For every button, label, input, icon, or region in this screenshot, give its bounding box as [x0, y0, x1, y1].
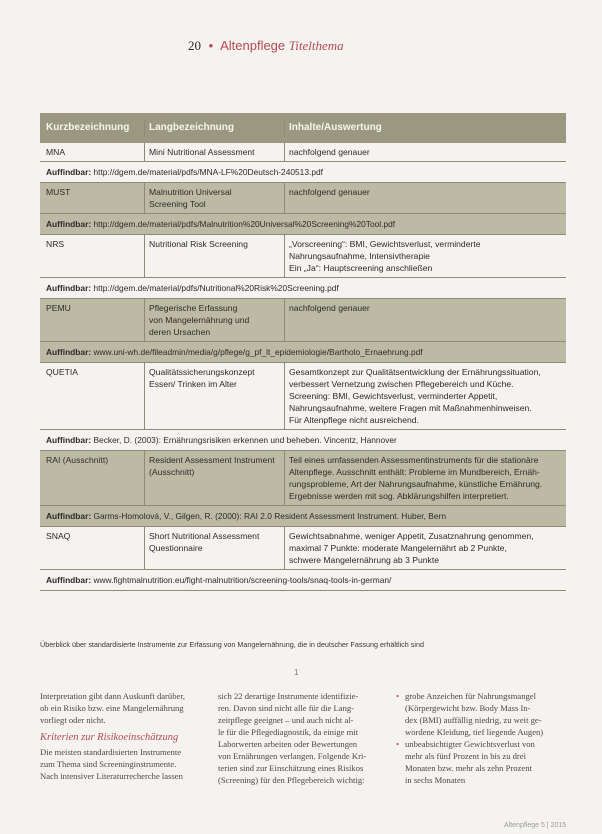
instrument-content [284, 451, 566, 505]
cell-line: Gesamtkonzept zur Qualitätsentwicklung der Ernährungssituation, [289, 367, 541, 377]
instrument-long-name [144, 363, 284, 429]
source-row [40, 569, 566, 591]
text-line: Monaten bzw. mehr als zehn Prozent [405, 763, 532, 773]
column-header: Kurzbezeichnung [46, 122, 130, 133]
source-text: Becker, D. (2003): Ernährungsrisiken erkennen und beheben. Vincentz, Hannover [93, 435, 397, 445]
cell-line: Für Altenpflege nicht ausreichend. [289, 415, 419, 425]
cell-line: Resident Assessment Instrument [149, 455, 275, 465]
cell-line: Ein „Ja“: Hauptscreening anschließen [289, 263, 433, 273]
cell-line: Nutritional Risk Screening [149, 239, 248, 249]
cell-text: PEMU [46, 303, 71, 313]
cell-line: Malnutrition Universal [149, 187, 232, 197]
text-line: in sechs Monaten [405, 775, 466, 785]
cell-text: SNAQ [46, 531, 71, 541]
text-line: Nach intensiver Literaturrecherche lassen [40, 771, 183, 781]
text-line: wordene Kleidung, tief liegende Augen) [405, 727, 544, 737]
instrument-short-name [40, 235, 144, 277]
cell-line: Essen/ Trinken im Alter [149, 379, 237, 389]
cell-line: Ergebnisse werden mit sog. Abklärungshilfen interpretiert. [289, 491, 509, 501]
cell-line: Mini Nutritional Assessment [149, 147, 255, 157]
cell-line: Qualitätssicherungskonzept [149, 367, 255, 377]
page-mark: 1 [294, 668, 299, 677]
topic-name: Titelthema [288, 38, 344, 53]
running-header [188, 38, 344, 54]
table-row [40, 527, 566, 569]
cell-line: „Vorscreening“: BMI, Gewichtsverlust, verminderte [289, 239, 481, 249]
source-row [40, 213, 566, 235]
cell-line: maximal 7 Punkte: moderate Mangelernährt ab 2 Punkte, [289, 543, 507, 553]
source-row [40, 161, 566, 183]
source-text: http://dgem.de/material/pdfs/Nutritional%20Risk%20Screening.pdf [93, 283, 339, 293]
instrument-long-name [144, 299, 284, 341]
text-line: Die meisten standardisierten Instrumente [40, 747, 182, 757]
section-heading: Kriterien zur Risikoeinschätzung [40, 732, 179, 743]
text-line: Laborwerten arbeiten oder Bewertungen [218, 739, 358, 749]
cell-line: verbessert Vernetzung zwischen Pflegebereich und Küche. [289, 379, 514, 389]
table-header-row [40, 113, 566, 143]
source-text: http://dgem.de/material/pdfs/MNA-LF%20Deutsch-240513.pdf [93, 167, 323, 177]
page-footer: Altenpflege 5 | 2015 [504, 822, 567, 829]
instrument-content [284, 143, 566, 161]
text-line: le für die Pflegediagnostik, da einige mit [218, 727, 359, 737]
instrument-short-name [40, 363, 144, 429]
table-row [40, 451, 566, 505]
cell-text: QUETIA [46, 367, 78, 377]
cell-line: Screening: BMI, Gewichtsverlust, verminderter Appetit, [289, 391, 498, 401]
instrument-short-name [40, 451, 144, 505]
source-label: Auffindbar: [46, 219, 92, 229]
cell-line: nachfolgend genauer [289, 187, 370, 197]
cell-line: (Ausschnitt) [149, 467, 195, 477]
text-line: (Screening) für den Pflegebereich wichtig: [218, 775, 365, 785]
text-line: von Ernährungen verlangen. Folgende Kri- [218, 751, 367, 761]
source-label: Auffindbar: [46, 511, 92, 521]
instrument-long-name [144, 235, 284, 277]
cell-line: Altenpflege. Ausschnitt enthält: Probleme im Mundbereich, Ernäh- [289, 467, 540, 477]
instrument-content [284, 235, 566, 277]
cell-line: deren Ursachen [149, 327, 211, 337]
table-row [40, 183, 566, 213]
header-separator: • [208, 38, 214, 53]
cell-line: Questionnaire [149, 543, 203, 553]
cell-line: rungsprobleme, Art der Nahrungsaufnahme, künstliche Ernährung. [289, 479, 543, 489]
text-line: ren. Davon sind nicht alle für die Lang- [218, 703, 355, 713]
cell-line: von Mangelernährung und [149, 315, 250, 325]
instrument-short-name [40, 183, 144, 213]
source-label: Auffindbar: [46, 167, 92, 177]
column-header: Langbezeichnung [144, 119, 284, 137]
section-name: Altenpflege [220, 38, 286, 53]
text-column-middle [218, 690, 378, 786]
cell-line: nachfolgend genauer [289, 147, 370, 157]
text-column-left [40, 690, 200, 782]
cell-text: MUST [46, 187, 71, 197]
source-label: Auffindbar: [46, 435, 92, 445]
table-row [40, 235, 566, 277]
cell-line: Screening Tool [149, 199, 206, 209]
source-label: Auffindbar: [46, 347, 92, 357]
cell-line: Nahrungsaufnahme, weitere Fragen mit Maßnahmenhinweisen. [289, 403, 532, 413]
instrument-short-name [40, 299, 144, 341]
cell-text: MNA [46, 147, 66, 157]
cell-text: RAI (Ausschnitt) [46, 455, 109, 465]
instruments-table [40, 113, 566, 591]
cell-line: Pflegerische Erfassung [149, 303, 238, 313]
source-text: www.fightmalnutrition.eu/fight-malnutrition/screening-tools/snaq-tools-in-german/ [93, 575, 392, 585]
source-row [40, 505, 566, 527]
cell-line: Nahrungsaufnahme, Intensivtherapie [289, 251, 430, 261]
table-row [40, 299, 566, 341]
instrument-long-name [144, 143, 284, 161]
cell-text: NRS [46, 239, 65, 249]
table-caption: Überblick über standardisierte Instrumente zur Erfassung von Mangelernährung, die in deutscher Fassung erhältlich sind [40, 640, 424, 649]
source-text: http://dgem.de/material/pdfs/Malnutrition%20Universal%20Screening%20Tool.pdf [93, 219, 396, 229]
text-line: ob ein Risiko bzw. eine Mangelernährung [40, 703, 184, 713]
text-line: zeitpflege geeignet – und auch nicht al- [218, 715, 354, 725]
instrument-long-name [144, 527, 284, 569]
instrument-content [284, 183, 566, 213]
source-text: www.uni-wh.de/fileadmin/media/g/pflege/g_pf_lt_epidemiologie/Bartholo_Ernaehrung.pdf [93, 347, 423, 357]
table-row [40, 363, 566, 429]
text-line: mehr als fünf Prozent in bis zu drei [405, 751, 526, 761]
text-line: dex (BMI) auffällig niedrig, zu weit ge- [405, 715, 542, 725]
cell-line: Gewichtsabnahme, weniger Appetit, Zusatznahrung genommen, [289, 531, 534, 541]
instrument-short-name [40, 527, 144, 569]
source-label: Auffindbar: [46, 283, 92, 293]
instrument-short-name [40, 143, 144, 161]
instrument-content [284, 363, 566, 429]
instrument-content [284, 299, 566, 341]
text-line: • unbeabsichtigter Gewichtsverlust von [405, 738, 575, 750]
text-line: • grobe Anzeichen für Nahrungsmangel [405, 690, 575, 702]
text-column-right [396, 690, 575, 786]
source-row [40, 341, 566, 363]
text-line: Interpretation gibt dann Auskunft darüber, [40, 691, 185, 701]
text-line: vorliegt oder nicht. [40, 715, 106, 725]
column-header: Inhalte/Auswertung [284, 119, 566, 137]
text-line: terien sind zur Einschätzung eines Risikos [218, 763, 364, 773]
text-line: zum Thema sind Screeninginstrumente. [40, 759, 177, 769]
cell-line: nachfolgend genauer [289, 303, 370, 313]
instrument-long-name [144, 183, 284, 213]
source-text: Garms-Homolová, V., Gilgen, R. (2000): RAI 2.0 Resident Assessment Instrument. Huber, Bern [93, 511, 446, 521]
source-row [40, 277, 566, 299]
page-number: 20 [188, 38, 201, 53]
table-row [40, 143, 566, 161]
source-row [40, 429, 566, 451]
text-line: (Körpergewicht bzw. Body Mass In- [405, 703, 531, 713]
text-line: sich 22 derartige Instrumente identifizie- [218, 691, 359, 701]
instrument-content [284, 527, 566, 569]
instrument-long-name [144, 451, 284, 505]
source-label: Auffindbar: [46, 575, 92, 585]
cell-line: schwere Mangelernährung ab 3 Punkte [289, 555, 440, 565]
cell-line: Short Nutritional Assessment [149, 531, 260, 541]
cell-line: Teil eines umfassenden Assessmentinstruments für die stationäre [289, 455, 539, 465]
